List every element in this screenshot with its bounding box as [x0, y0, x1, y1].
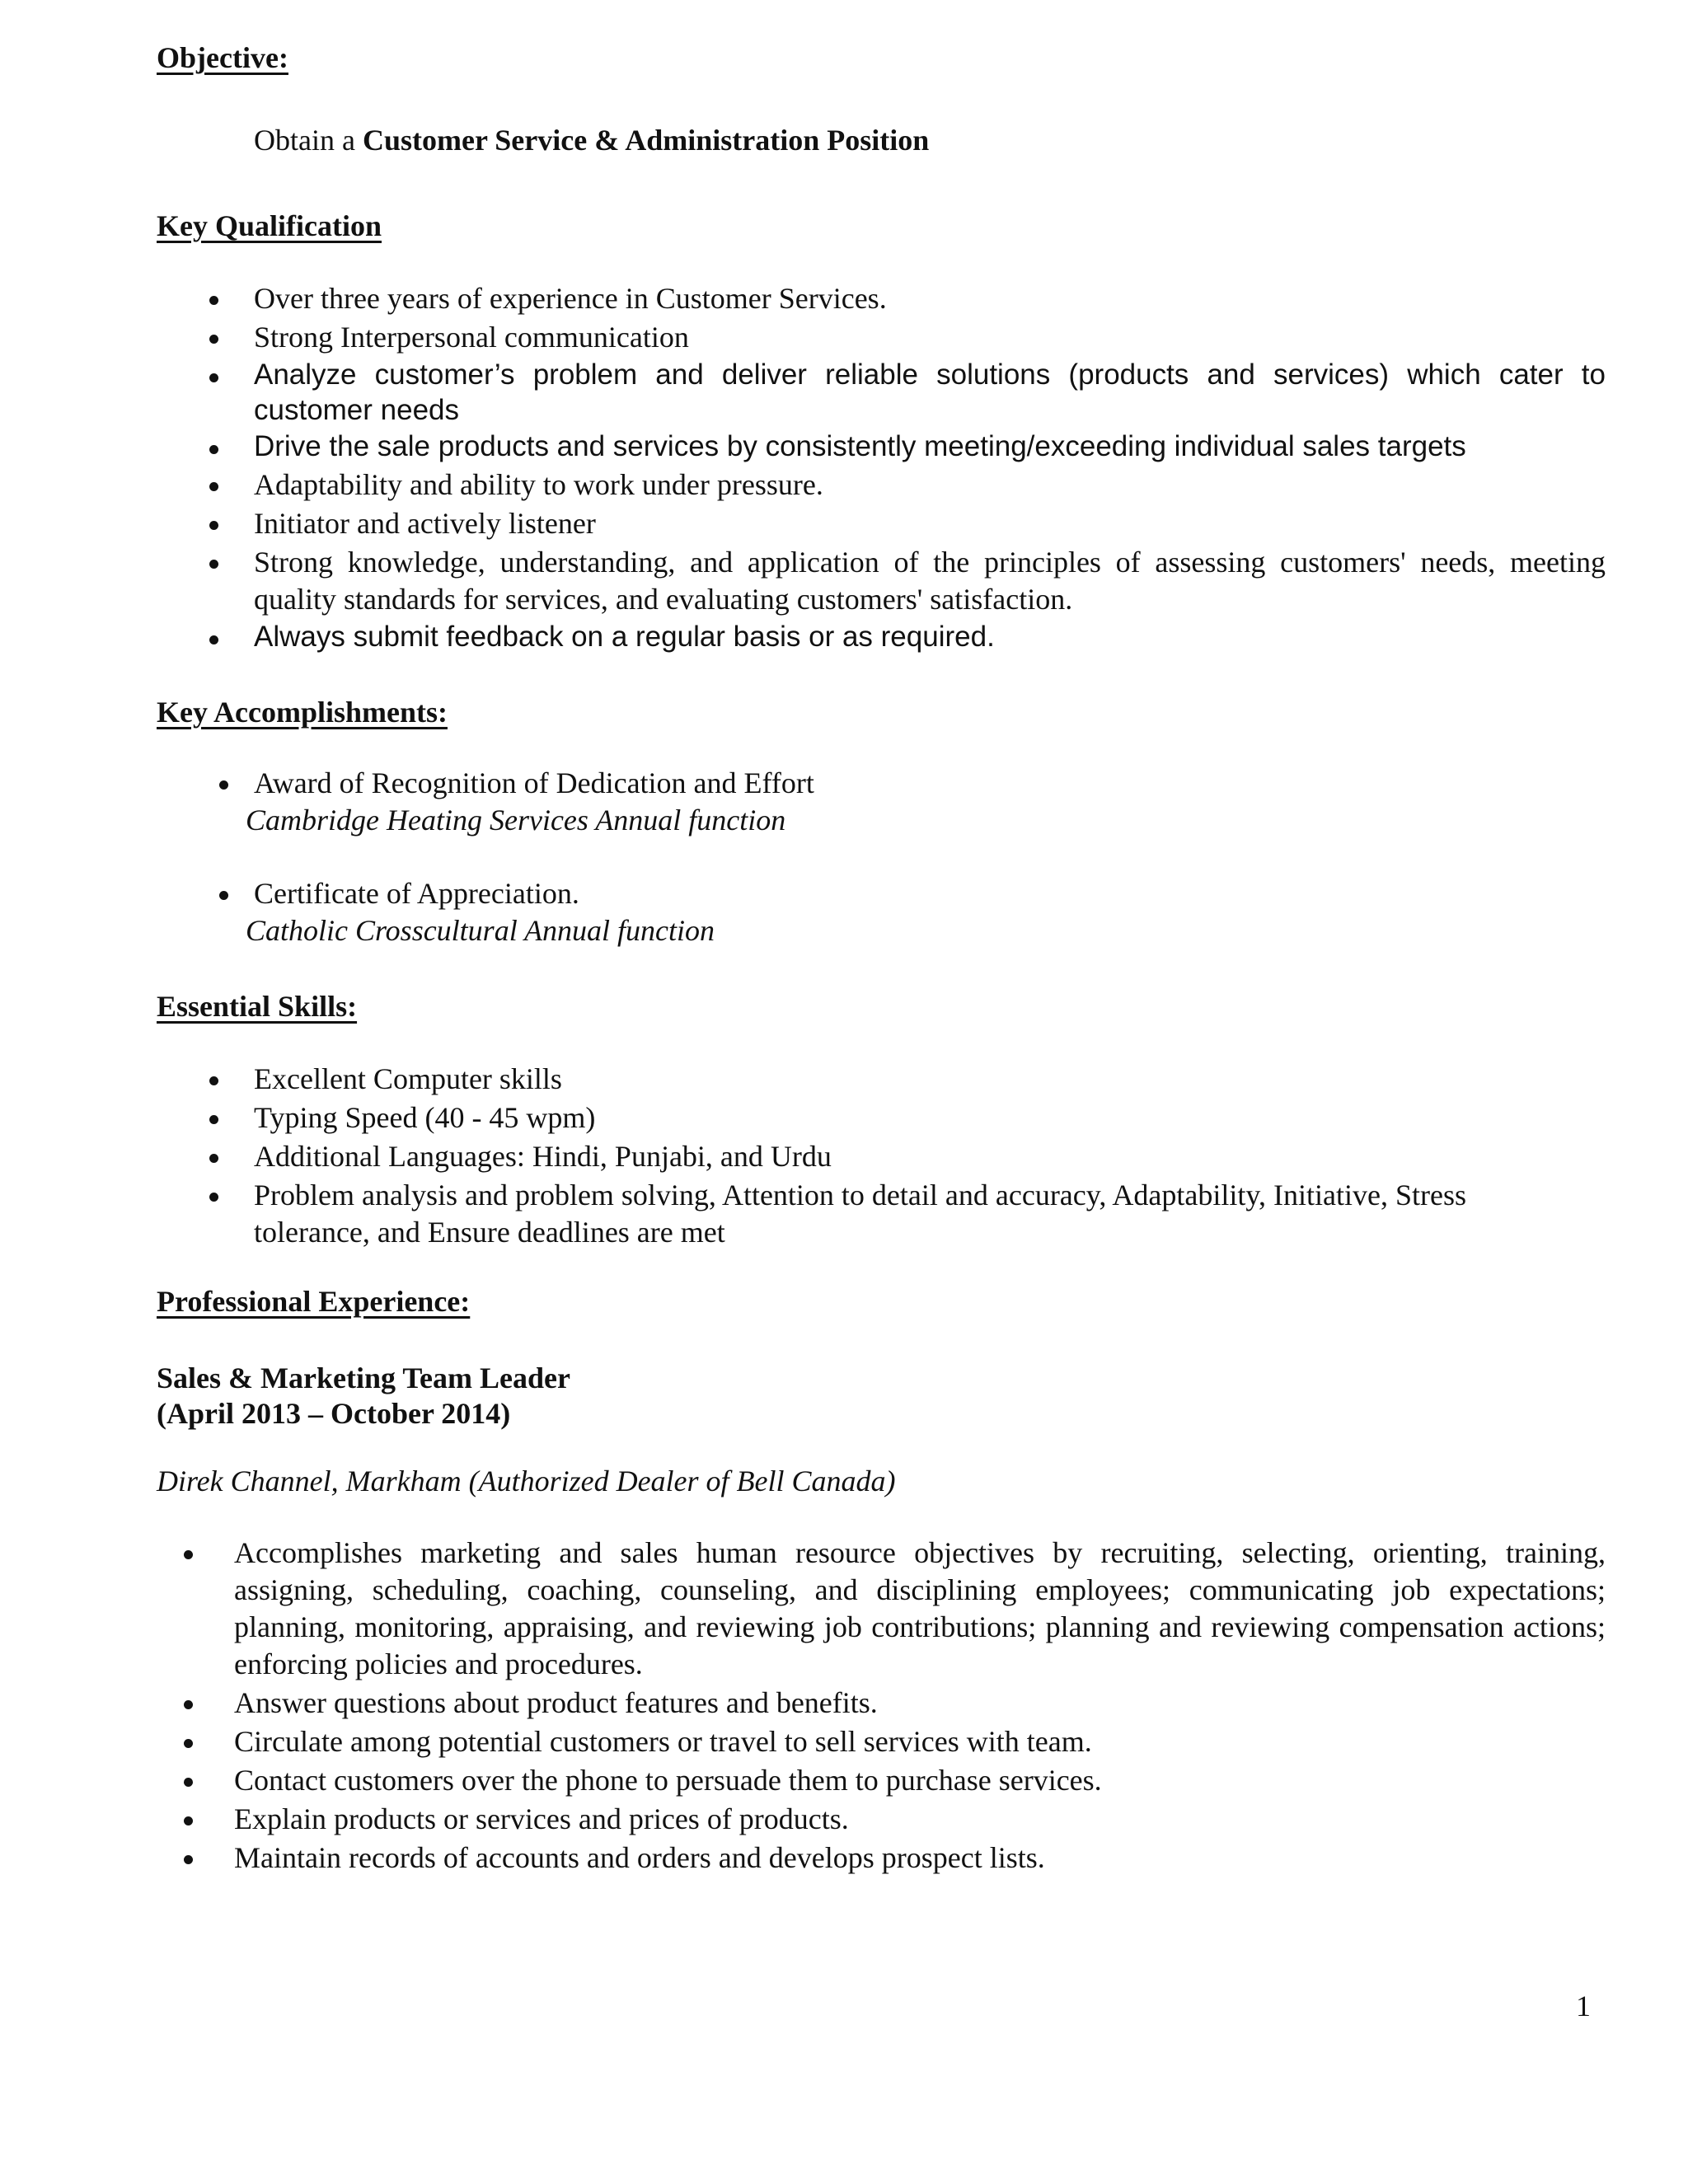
list-item: Initiator and actively listener [254, 505, 1606, 542]
key-qualification-heading: Key Qualification [157, 209, 382, 242]
objective-heading: Objective: [157, 41, 288, 74]
experience-duties-list [234, 1535, 1606, 1877]
accomplishment-title: Award of Recognition of Dedication and Effort [254, 766, 814, 799]
list-item: Drive the sale products and services by consistently meeting/exceeding individual sales targets [254, 429, 1606, 465]
accomplishment-title: Certificate of Appreciation. [254, 877, 579, 910]
professional-experience-heading: Professional Experience: [157, 1285, 471, 1318]
essential-skills-list [254, 1061, 1548, 1251]
list-item: Answer questions about product features and benefits. [234, 1685, 1606, 1722]
list-item: Accomplishes marketing and sales human resource objectives by recruiting, selecting, orienting, training, assigning, scheduling, coaching, counseling, and disciplining employees; communicating job expectations; planning, monitoring, appraising, and reviewing job contributions; planning and reviewing compensation actions; enforcing policies and procedures. [234, 1535, 1606, 1683]
list-item: Strong Interpersonal communication [254, 319, 1606, 356]
list-item: Excellent Computer skills [254, 1061, 1548, 1098]
list-item: Maintain records of accounts and orders and develops prospect lists. [234, 1840, 1606, 1877]
key-accomplishments-heading: Key Accomplishments: [157, 696, 448, 729]
key-accomplishments-list [246, 765, 1408, 949]
key-qualification-list [254, 280, 1606, 655]
list-item: Adaptability and ability to work under pressure. [254, 466, 1606, 504]
list-item: Additional Languages: Hindi, Punjabi, and Urdu [254, 1138, 1548, 1175]
list-item [246, 765, 1408, 839]
list-item: Always submit feedback on a regular basis or as required. [254, 620, 1606, 655]
objective-prefix: Obtain a [254, 124, 355, 157]
objective-statement [254, 122, 929, 159]
list-item: Strong knowledge, understanding, and application of the principles of assessing customers' needs, meeting quality standards for services, and evaluating customers' satisfaction. [254, 544, 1606, 618]
list-item: Analyze customer’s problem and deliver reliable solutions (products and services) which cater to customer needs [254, 358, 1606, 428]
list-item: Contact customers over the phone to persuade them to purchase services. [234, 1762, 1606, 1799]
list-item: Circulate among potential customers or travel to sell services with team. [234, 1723, 1606, 1760]
list-item: Typing Speed (40 - 45 wpm) [254, 1099, 1548, 1137]
objective-position: Customer Service & Administration Position [362, 124, 930, 157]
job-title: Sales & Marketing Team Leader [157, 1361, 570, 1394]
accomplishment-source: Catholic Crosscultural Annual function [246, 914, 715, 947]
accomplishment-source: Cambridge Heating Services Annual function [246, 804, 786, 837]
list-item [246, 875, 1408, 949]
list-item: Over three years of experience in Customer Services. [254, 280, 1606, 317]
job-dates: (April 2013 – October 2014) [157, 1397, 511, 1430]
list-item: Problem analysis and problem solving, Attention to detail and accuracy, Adaptability, Initiative, Stress tolerance, and Ensure deadlines are met [254, 1177, 1548, 1251]
list-item: Explain products or services and prices of products. [234, 1801, 1606, 1838]
essential-skills-heading: Essential Skills: [157, 990, 358, 1023]
job-company: Direk Channel, Markham (Authorized Dealer of Bell Canada) [157, 1465, 896, 1497]
page-number: 1 [1576, 1990, 1591, 2022]
